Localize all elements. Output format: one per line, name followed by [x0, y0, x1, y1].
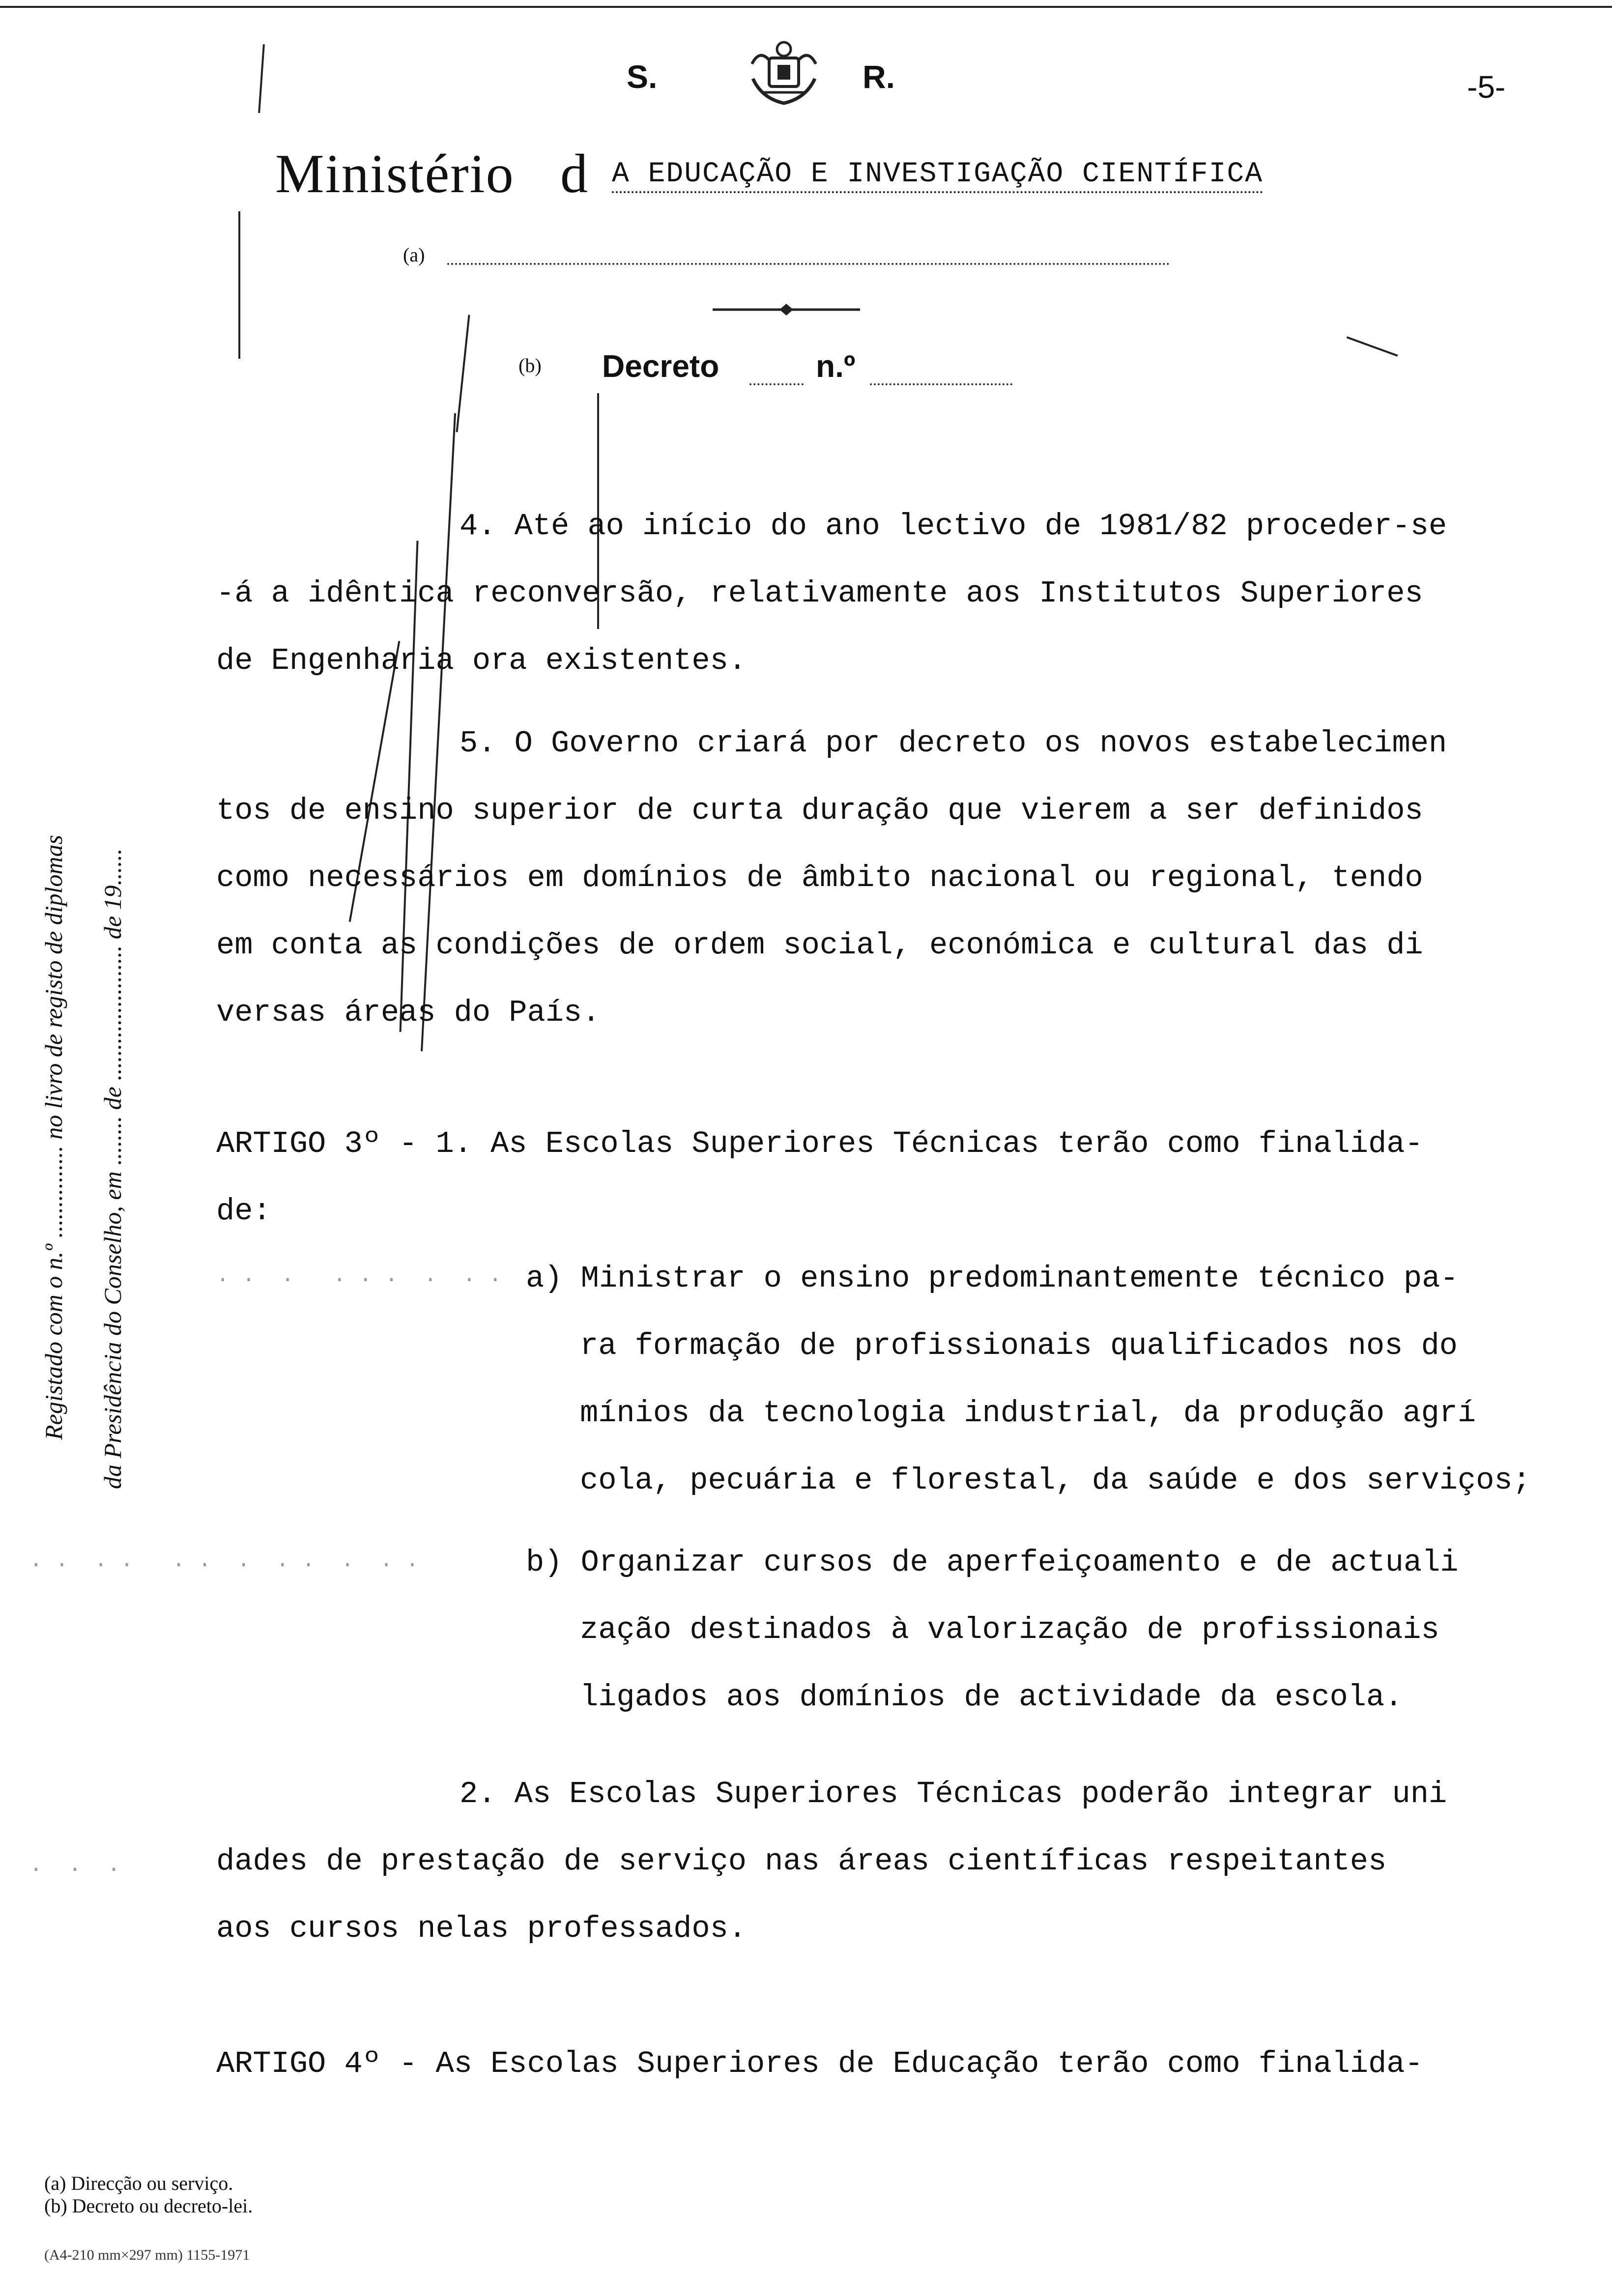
coat-of-arms-emblem: [747, 29, 821, 113]
body-line: 4. Até ao início do ano lectivo de 1981/82 proceder-se: [460, 509, 1447, 544]
form-label-b: (b): [518, 354, 542, 376]
pen-stroke: [258, 44, 265, 113]
header-right-letter: R.: [863, 58, 895, 95]
ornament-divider: [708, 300, 865, 319]
bleed-through-marks: · · · · · · · · · · · ·: [29, 1553, 419, 1578]
article-heading: ARTIGO 3º - 1. As Escolas Superiores Técnicas terão como finalida-: [216, 1126, 1423, 1161]
body-line: mínios da tecnologia industrial, da produção agrí: [580, 1396, 1476, 1431]
form-label-a: (a): [403, 244, 425, 266]
body-line: 2. As Escolas Superiores Técnicas poderão integrar uni: [460, 1777, 1447, 1811]
ministry-title-d: d: [560, 144, 588, 204]
ministry-name-field: A EDUCAÇÃO E INVESTIGAÇÃO CIENTÍFICA: [612, 158, 1263, 193]
bleed-through-marks: · · · · · · · · ·: [216, 1268, 502, 1292]
decreto-number-label: n.º: [816, 348, 856, 384]
body-line: cola, pecuária e florestal, da saúde e dos serviços;: [580, 1463, 1531, 1498]
body-line: 5. O Governo criará por decreto os novos estabelecimen: [460, 726, 1447, 761]
body-line: de Engenharia ora existentes.: [216, 643, 747, 678]
form-code: (A4-210 mm×297 mm) 1155-1971: [44, 2247, 250, 2263]
pen-stroke: [238, 211, 240, 359]
body-line: versas áreas do País.: [216, 995, 601, 1030]
top-border-rule: [0, 6, 1612, 8]
body-line: ligados aos domínios de actividade da escola.: [580, 1680, 1403, 1715]
footnote-b: (b) Decreto ou decreto-lei.: [44, 2195, 253, 2217]
margin-registration-line-1: Registado com o n.º ............... no livro de registo de diplomas: [40, 834, 67, 1440]
body-line: tos de ensino superior de curta duração que vierem a ser definidos: [216, 793, 1423, 828]
body-line: de:: [216, 1194, 271, 1229]
body-line: em conta as condições de ordem social, económica e cultural das di: [216, 928, 1423, 963]
body-line: ra formação de profissionais qualificados nos do: [580, 1328, 1458, 1363]
article-heading: ARTIGO 4º - As Escolas Superiores de Educação terão como finalida-: [216, 2046, 1423, 2081]
body-line: como necessários em domínios de âmbito nacional ou regional, tendo: [216, 861, 1423, 895]
body-line: -á a idêntica reconversão, relativamente aos Institutos Superiores: [216, 576, 1423, 611]
body-line: aos cursos nelas professados.: [216, 1911, 747, 1946]
pen-stroke: [1347, 336, 1398, 356]
decreto-label: Decreto: [602, 348, 720, 384]
body-line: dades de prestação de serviço nas áreas científicas respeitantes: [216, 1844, 1387, 1879]
bleed-through-marks: · · ·: [29, 1858, 120, 1882]
page-number: -5-: [1467, 69, 1506, 105]
list-item-b: b) Organizar cursos de aperfeiçoamento e de actuali: [526, 1545, 1459, 1580]
list-item-a: a) Ministrar o ensino predominantemente técnico pa-: [526, 1261, 1459, 1296]
decreto-number-field: [870, 383, 1012, 385]
footnote-a: (a) Direcção ou serviço.: [44, 2172, 233, 2194]
header-left-letter: S.: [627, 58, 658, 95]
ministry-title-word: Ministério: [275, 144, 515, 204]
pen-stroke: [456, 315, 470, 432]
direction-field-line: [447, 263, 1170, 265]
margin-registration-line-2: da Presidência do Conselho, em ........ de ...................... de 19......: [99, 848, 126, 1489]
decreto-type-field: [749, 383, 804, 385]
body-line: zação destinados à valorização de profissionais: [580, 1612, 1439, 1647]
